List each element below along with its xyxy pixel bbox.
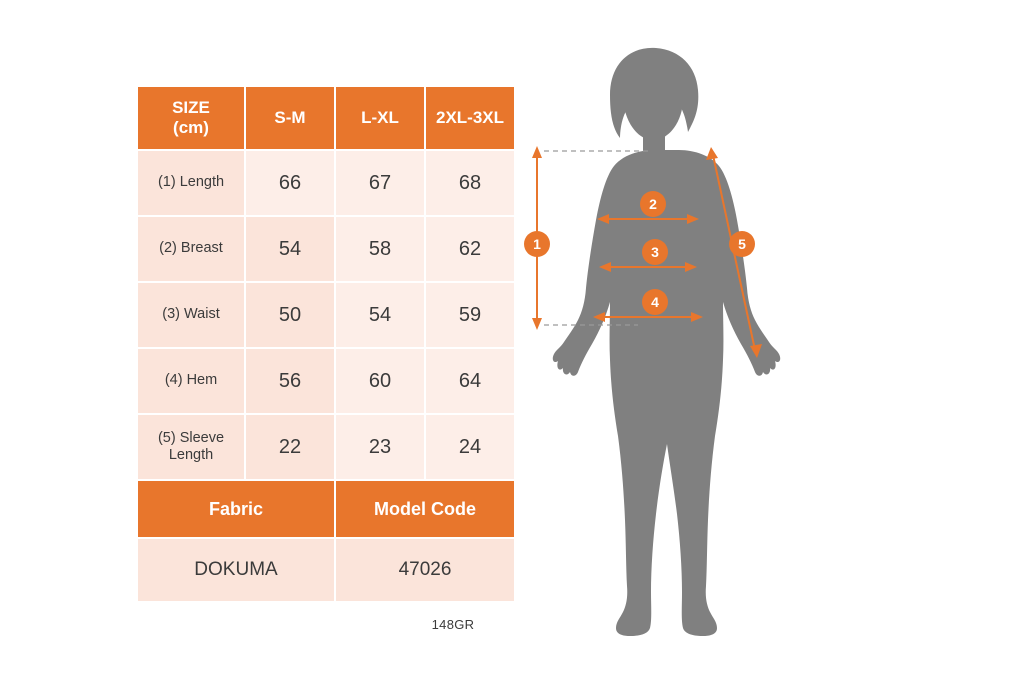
- header-col-lxl: L-XL: [335, 86, 425, 150]
- cell-waist-2xl3xl: 59: [425, 282, 515, 348]
- size-table-body: [137, 150, 515, 480]
- cell-sleeve-lxl: 23: [335, 414, 425, 480]
- table-row: [137, 348, 515, 414]
- footer-header-row: [137, 480, 515, 538]
- row-label-hem: (4) Hem: [137, 348, 245, 414]
- cell-breast-2xl3xl: 62: [425, 216, 515, 282]
- cell-sleeve-2xl3xl: 24: [425, 414, 515, 480]
- marker-5-sleeve-length: 5: [729, 231, 755, 257]
- marker-3-waist: 3: [642, 239, 668, 265]
- header-size-line1: SIZE: [172, 98, 210, 118]
- table-row: [137, 282, 515, 348]
- female-figure-svg: [510, 20, 840, 660]
- footer-model-header: Model Code: [335, 480, 515, 538]
- measurement-diagram: [510, 20, 840, 660]
- cell-breast-sm: 54: [245, 216, 335, 282]
- row-label-length: (1) Length: [137, 150, 245, 216]
- marker-1-length: 1: [524, 231, 550, 257]
- table-header-row: [137, 86, 515, 150]
- footer-fabric-header: Fabric: [137, 480, 335, 538]
- table-row: [137, 414, 515, 480]
- row-label-sleeve-length: (5) Sleeve Length: [137, 414, 245, 480]
- footer-model-value: 47026: [335, 538, 515, 602]
- cell-sleeve-sm: 22: [245, 414, 335, 480]
- cell-length-lxl: 67: [335, 150, 425, 216]
- header-col-2xl3xl: 2XL-3XL: [425, 86, 515, 150]
- cell-hem-2xl3xl: 64: [425, 348, 515, 414]
- header-col-sm: S-M: [245, 86, 335, 150]
- cell-breast-lxl: 58: [335, 216, 425, 282]
- header-size-unit: [137, 86, 245, 150]
- size-table-footer: [137, 480, 515, 602]
- table-row: [137, 150, 515, 216]
- size-table-header: [137, 86, 515, 150]
- cell-waist-sm: 50: [245, 282, 335, 348]
- cell-hem-sm: 56: [245, 348, 335, 414]
- female-silhouette: [553, 48, 780, 636]
- cell-hem-lxl: 60: [335, 348, 425, 414]
- marker-2-breast: 2: [640, 191, 666, 217]
- footer-value-row: [137, 538, 515, 602]
- cell-length-sm: 66: [245, 150, 335, 216]
- size-table: [136, 85, 516, 603]
- marker-4-hem: 4: [642, 289, 668, 315]
- row-label-waist: (3) Waist: [137, 282, 245, 348]
- cell-length-2xl3xl: 68: [425, 150, 515, 216]
- cell-waist-lxl: 54: [335, 282, 425, 348]
- fabric-weight-note: 148GR: [431, 617, 475, 632]
- footer-fabric-value: DOKUMA: [137, 538, 335, 602]
- header-size-line2: (cm): [173, 118, 209, 137]
- row-label-breast: (2) Breast: [137, 216, 245, 282]
- table-row: [137, 216, 515, 282]
